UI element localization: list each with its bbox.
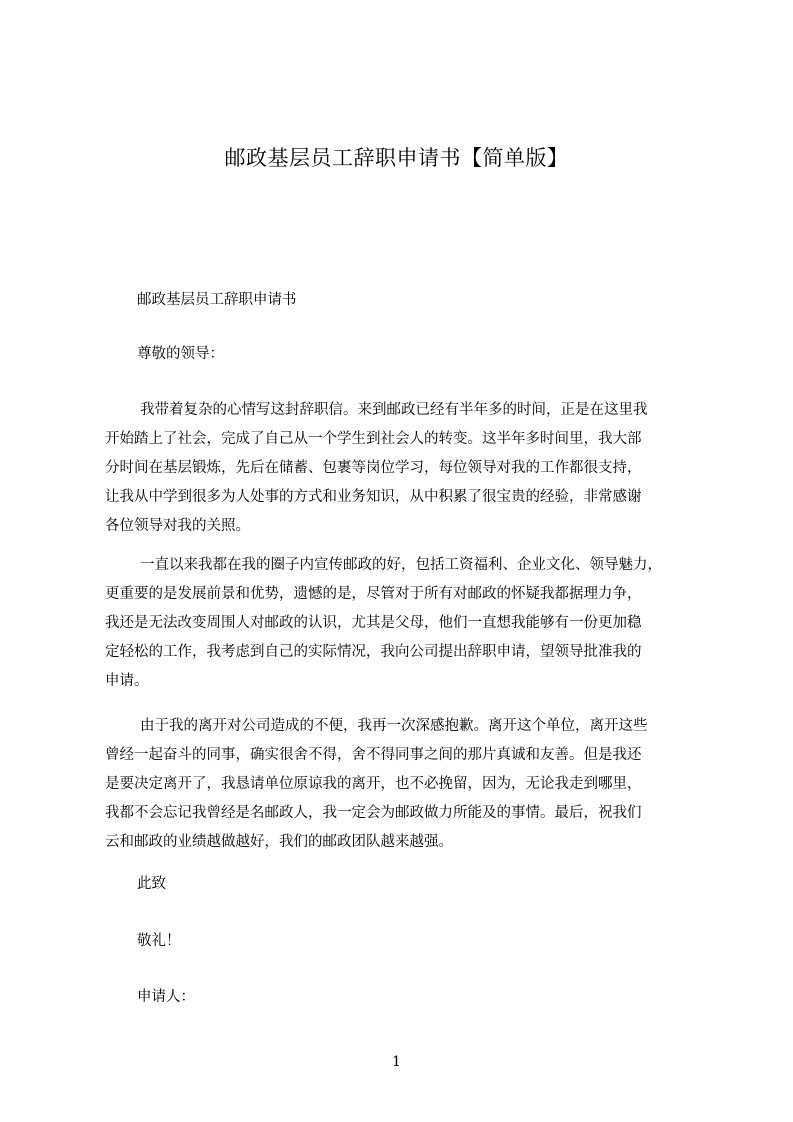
salutation: 尊敬的领导：: [137, 346, 224, 362]
paragraph-line: 曾经一起奋斗的同事，确实很舍不得，舍不得同事之间的那片真诚和友善。但是我还: [105, 747, 642, 763]
paragraph-line: 我还是无法改变周围人对邮政的认识，尤其是父母，他们一直想我能够有一份更加稳: [105, 615, 642, 631]
paragraph-line: 申请。: [105, 673, 149, 689]
paragraph-line: 由于我的离开对公司造成的不便，我再一次深感抱歉。离开这个单位，离开这些: [140, 718, 648, 734]
page-number: 1: [392, 1054, 401, 1070]
applicant-label: 申请人：: [137, 989, 195, 1005]
regards: 敬礼！: [137, 933, 181, 949]
paragraph-line: 让我从中学到很多为人处事的方式和业务知识，从中积累了很宝贵的经验，非常感谢: [105, 489, 642, 505]
paragraph-line: 分时间在基层锻炼，先后在储蓄、包裹等岗位学习，每位领导对我的工作都很支持，: [105, 460, 642, 476]
paragraph-1: [105, 396, 698, 541]
paragraph-line: 一直以来我都在我的圈子内宣传邮政的好，包括工资福利、企业文化、领导魅力，: [140, 557, 662, 573]
subtitle: 邮政基层员工辞职申请书: [137, 292, 297, 308]
paragraph-line: 云和邮政的业绩越做越好，我们的邮政团队越来越强。: [105, 834, 453, 850]
paragraph-line: 我都不会忘记我曾经是名邮政人，我一定会为邮政做力所能及的事情。最后，祝我们: [105, 805, 642, 821]
page-title: 邮政基层员工辞职申请书【简单版】: [224, 146, 569, 170]
paragraph-2: [105, 551, 698, 696]
paragraph-line: 开始踏上了社会，完成了自己从一个学生到社会人的转变。这半年多时间里，我大部: [105, 431, 642, 447]
paragraph-line: 各位领导对我的关照。: [105, 518, 250, 534]
paragraph-line: 更重要的是发展前景和优势，遗憾的是，尽管对于所有对邮政的怀疑我都据理力争，: [105, 586, 642, 602]
paragraph-line: 我带着复杂的心情写这封辞职信。来到邮政已经有半年多的时间，正是在这里我: [140, 402, 648, 418]
closing: 此致: [137, 876, 166, 892]
paragraph-line: 是要决定离开了，我恳请单位原谅我的离开，也不必挽留，因为，无论我走到哪里，: [105, 776, 642, 792]
paragraph-3: [105, 712, 698, 857]
paragraph-line: 定轻松的工作，我考虑到自己的实际情况，我向公司提出辞职申请，望领导批准我的: [105, 644, 642, 660]
